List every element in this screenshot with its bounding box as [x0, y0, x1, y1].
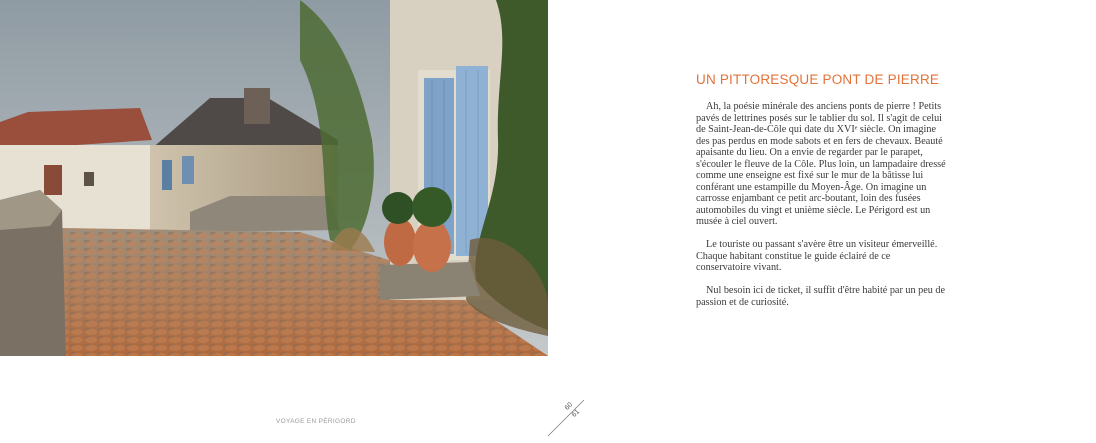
article-paragraph-1: Ah, la poésie minérale des anciens ponts de pierre ! Petits pavés de lettrines posés sur le tablier du sol. Il s'agit de celui de Saint-Jean-de-Côle qui date du XVIᵉ siècle. On imagine des pas perdus en mode sabots et en fers de chevaux. Beauté apaisante du lieu. On a envie de regarder par le parapet, s'écouler le fleuve de la Côle. Plus loin, un lampadaire dressé comme une enseigne est fixé sur le mur de la bâtisse lui conférant une estampille du Moyen-Âge. On imagine un carrosse enjambant ce petit arc-boutant, loin des fusées automobiles du vingt et unième siècle. Le Périgord est un musée à ciel ouvert.	[696, 101, 946, 227]
article-heading: UN PITTORESQUE PONT DE PIERRE	[696, 72, 940, 87]
page-number-left: 60	[563, 401, 575, 412]
article-paragraph-2: Le touriste ou passant s'avère être un visiteur émerveillé. Chaque habitant constitue le guide éclairé de ce conservatoire vivant.	[696, 239, 938, 273]
page-folio	[546, 398, 586, 438]
article-text-column	[696, 72, 946, 320]
article-paragraph-3: Nul besoin ici de ticket, il suffit d'être habité par un peu de passion et de curiosité.	[696, 285, 946, 308]
cobblestone-bridge-photo	[0, 0, 548, 356]
running-footer-book-title: VOYAGE EN PÉRIGORD	[276, 418, 356, 425]
page-number-right: 61	[570, 408, 582, 419]
